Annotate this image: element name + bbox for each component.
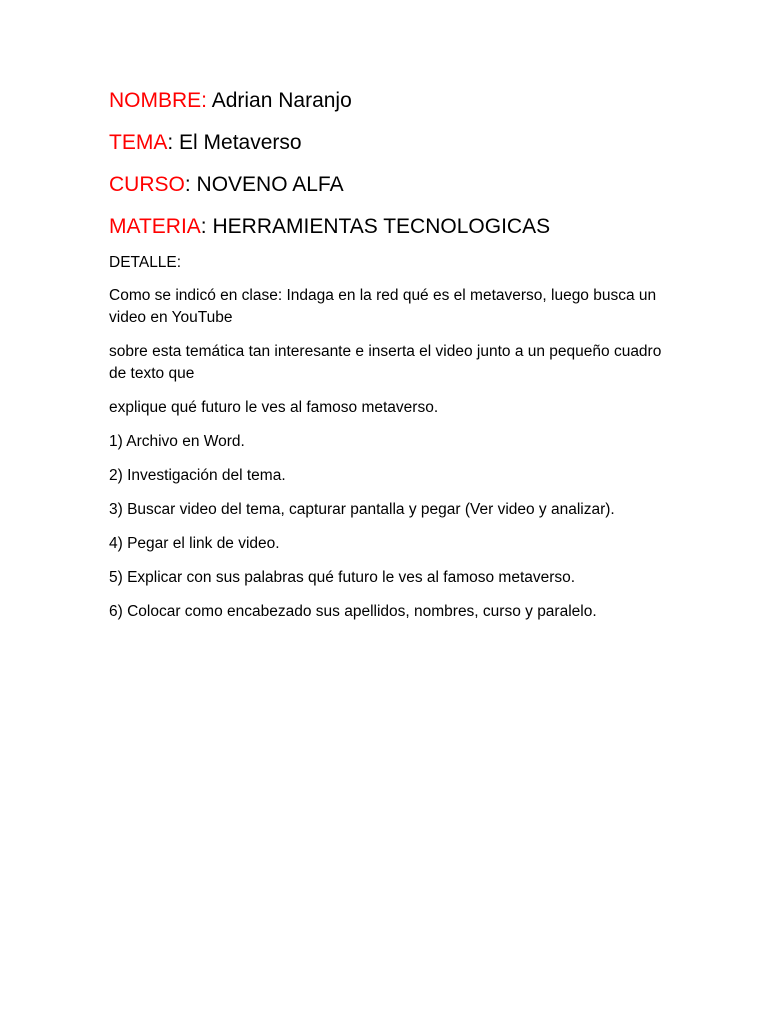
step-item: 1) Archivo en Word. — [109, 433, 245, 450]
instruction-paragraph: explique qué futuro le ves al famoso metaverso. — [109, 399, 439, 416]
step-item: 5) Explicar con sus palabras qué futuro le ves al famoso metaverso. — [109, 569, 576, 586]
step-item: 2) Investigación del tema. — [109, 467, 286, 484]
curso-value: NOVENO ALFA — [190, 173, 344, 196]
document-content — [109, 86, 669, 635]
curso-separator: : — [184, 173, 191, 196]
tema-value: El Metaverso — [173, 131, 302, 154]
detalle-heading: DETALLE: — [109, 254, 182, 271]
materia-separator: : — [200, 215, 207, 238]
materia-label: MATERIA — [109, 215, 201, 238]
instruction-paragraph: Como se indicó en clase: Indaga en la red qué es el metaverso, luego busca un video en YouTube — [109, 287, 657, 326]
nombre-line — [109, 86, 669, 116]
materia-line — [109, 212, 669, 242]
tema-separator: : — [167, 131, 174, 154]
tema-label: TEMA — [109, 131, 168, 154]
curso-label: CURSO — [109, 173, 185, 196]
step-item: 6) Colocar como encabezado sus apellidos, nombres, curso y paralelo. — [109, 603, 597, 620]
materia-value: HERRAMIENTAS TECNOLOGICAS — [206, 215, 551, 238]
nombre-value: Adrian Naranjo — [207, 89, 352, 112]
tema-line — [109, 128, 669, 158]
nombre-label: NOMBRE: — [109, 89, 208, 112]
instruction-paragraph: sobre esta temática tan interesante e inserta el video junto a un pequeño cuadro de texto que — [109, 343, 662, 382]
step-item: 3) Buscar video del tema, capturar pantalla y pegar (Ver video y analizar). — [109, 501, 615, 518]
step-item: 4) Pegar el link de video. — [109, 535, 280, 552]
curso-line — [109, 170, 669, 200]
